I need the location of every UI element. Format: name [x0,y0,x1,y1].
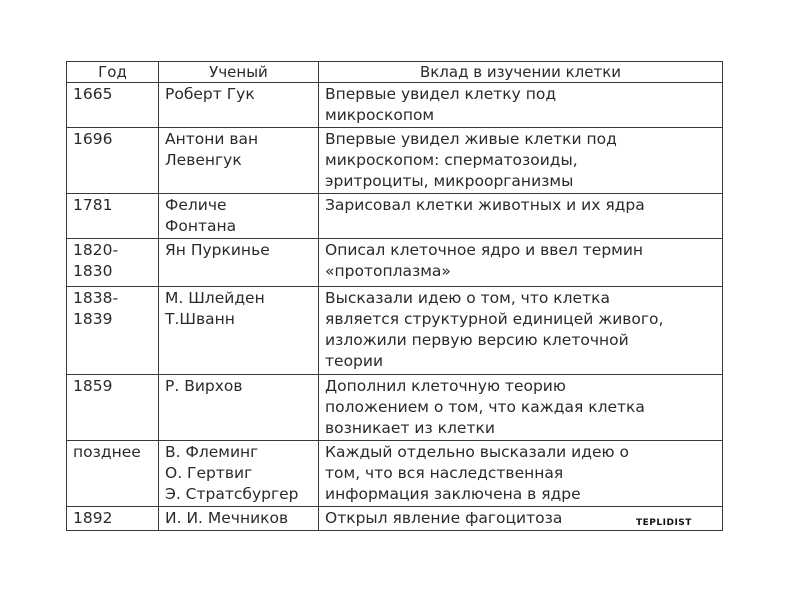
year-cell [67,128,159,194]
scientist-cell [159,441,319,507]
year-cell [67,507,159,531]
scientist-text: М. Шлейден Т.Шванн [165,289,265,328]
contribution-text: Высказали идею о том, что клетка является структурной единицей живого, изложили первую версию клеточной теории [325,289,664,370]
scientist-cell [159,83,319,128]
scientist-cell [159,375,319,441]
contribution-text: Каждый отдельно высказали идею о том, что вся наследственная информация заключена в ядре [325,443,629,503]
year-text: позднее [73,443,141,461]
scientist-text: Р. Вирхов [165,377,243,395]
table-row [67,441,723,507]
table-row [67,375,723,441]
history-table-container [66,61,722,531]
table-row [67,194,723,239]
year-text: 1820- 1830 [73,241,119,280]
year-text: 1859 [73,377,113,395]
contribution-text: Зарисовал клетки животных и их ядра [325,196,645,214]
cell-history-table [66,61,723,531]
year-cell [67,194,159,239]
contribution-cell [319,83,723,128]
contribution-cell [319,239,723,287]
contribution-cell [319,287,723,375]
scientist-text: Роберт Гук [165,85,255,103]
year-text: 1696 [73,130,113,148]
contribution-text: Дополнил клеточную теорию положением о том, что каждая клетка возникает из клетки [325,377,645,437]
scientist-text: Антони ван Левенгук [165,130,259,169]
year-cell [67,287,159,375]
table-row [67,507,723,531]
contribution-cell [319,441,723,507]
scientist-text: В. Флеминг О. Гертвиг Э. Стратсбургер [165,443,299,503]
contribution-text: Открыл явление фагоцитоза [325,509,563,527]
year-cell [67,441,159,507]
scientist-text: Феличе Фонтана [165,196,237,235]
year-text: 1781 [73,196,113,214]
table-row [67,128,723,194]
table-row [67,239,723,287]
year-text: 1838- 1839 [73,289,119,328]
table-row [67,287,723,375]
year-cell [67,83,159,128]
scientist-cell [159,128,319,194]
year-text: 1892 [73,509,113,527]
contribution-text: Впервые увидел клетку под микроскопом [325,85,557,124]
table-header-row [67,62,723,83]
contribution-text: Впервые увидел живые клетки под микроскопом: сперматозоиды, эритроциты, микроорганизмы [325,130,617,190]
header-scientist: Ученый [159,62,319,83]
header-contribution: Вклад в изучении клетки [319,62,723,83]
year-cell [67,375,159,441]
year-cell [67,239,159,287]
contribution-text: Описал клеточное ядро и ввел термин «протоплазма» [325,241,644,280]
table-row [67,83,723,128]
year-text: 1665 [73,85,113,103]
scientist-cell [159,194,319,239]
header-year: Год [67,62,159,83]
scientist-text: Ян Пуркинье [165,241,270,259]
watermark-logo: TEPLIDIST [636,518,692,528]
contribution-cell [319,375,723,441]
scientist-text: И. И. Мечников [165,509,289,527]
scientist-cell [159,239,319,287]
scientist-cell [159,507,319,531]
scientist-cell [159,287,319,375]
contribution-cell [319,194,723,239]
contribution-cell [319,128,723,194]
